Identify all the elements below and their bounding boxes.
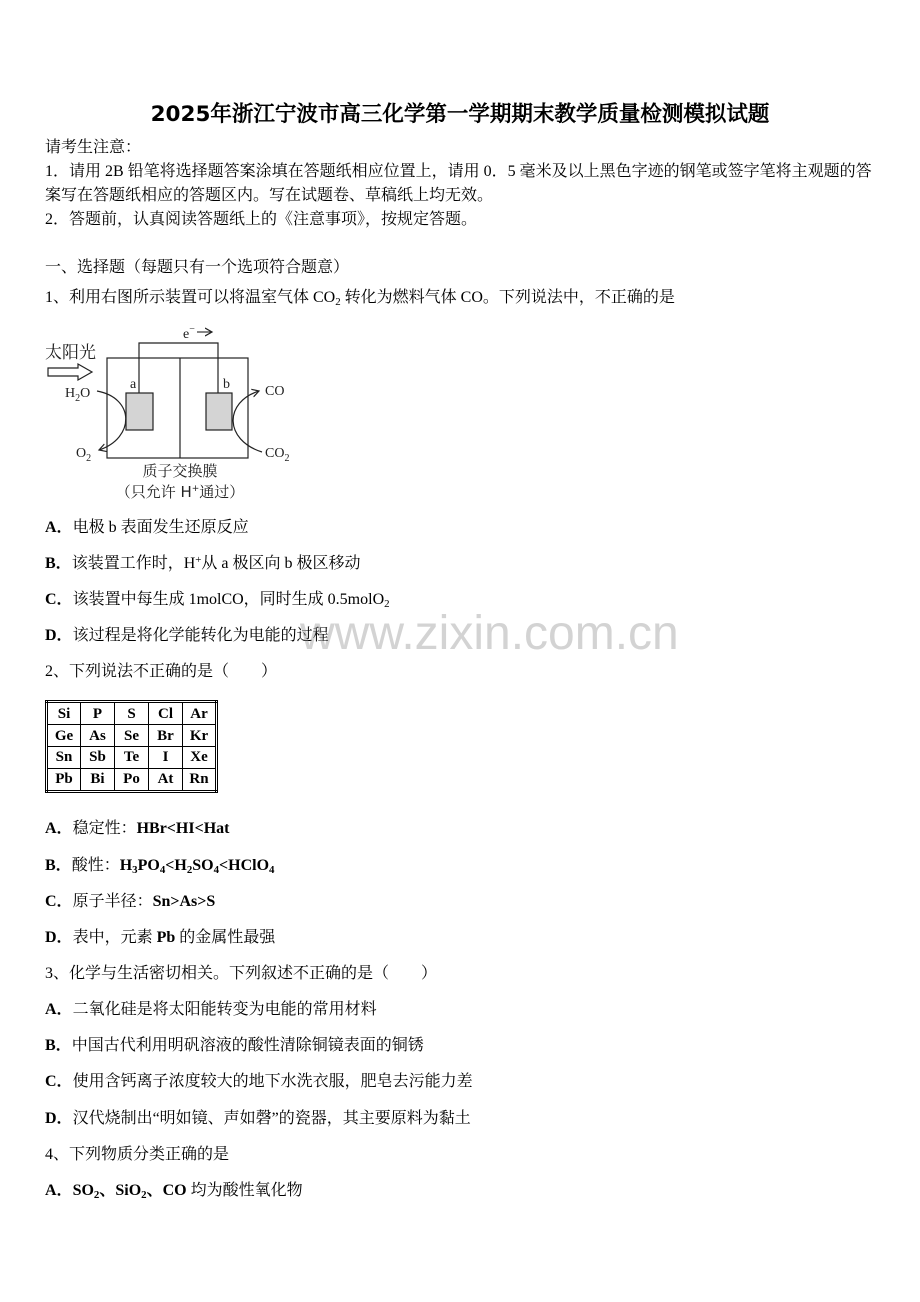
- table-cell: Ge: [47, 725, 81, 747]
- option-letter: A．: [45, 519, 73, 536]
- q1-option-a: [45, 516, 249, 540]
- table-cell: Cl: [149, 702, 183, 725]
- option-letter: C．: [45, 893, 73, 910]
- q4-option-a: [45, 1179, 303, 1203]
- subscript: 2: [75, 393, 81, 404]
- formula: Sn>As>S: [152, 893, 216, 910]
- table-cell: Bi: [81, 768, 115, 791]
- option-text: 的金属性最强: [175, 929, 276, 946]
- table-cell: Te: [115, 746, 149, 768]
- table-cell: Si: [47, 702, 81, 725]
- formula-part: 、SiO: [99, 1182, 142, 1199]
- option-letter: D．: [45, 627, 73, 644]
- table-cell: As: [81, 725, 115, 747]
- note-text: 通过）: [199, 483, 245, 501]
- table-cell: Sn: [47, 746, 81, 768]
- formula: HBr<HI<Hat: [136, 820, 230, 837]
- subscript: 2: [141, 1189, 147, 1202]
- option-letter: B．: [45, 857, 72, 874]
- option-text: 汉代烧制出“明如镜、声如磬”的瓷器，其主要原料为黏土: [72, 1110, 471, 1127]
- electrode-a: [126, 393, 153, 430]
- option-text: 该过程是将化学能转化为电能的过程: [72, 627, 329, 644]
- membrane-caption: 质子交换膜: [142, 462, 218, 480]
- q3-option-c: [45, 1070, 473, 1094]
- watermark: www.zixin.com.cn: [300, 607, 679, 660]
- table-cell: Ar: [183, 702, 217, 725]
- option-text: 使用含钙离子浓度较大的地下水洗衣服，肥皂去污能力差: [72, 1073, 473, 1090]
- option-text: 从 a 极区向 b 极区移动: [201, 555, 361, 572]
- subscript: 2: [284, 453, 290, 464]
- table-row: [47, 702, 217, 725]
- electrode-b-label: b: [223, 377, 230, 392]
- electrode-b: [206, 393, 232, 430]
- table-cell: S: [115, 702, 149, 725]
- option-letter: B．: [45, 555, 72, 572]
- subscript: 4: [269, 864, 275, 877]
- option-text: 该装置工作时，H: [71, 555, 196, 572]
- option-letter: D．: [45, 1110, 73, 1127]
- electron-charge: −: [189, 324, 195, 335]
- formula-part: H: [65, 386, 76, 401]
- option-text: 该装置中每生成 1molCO，同时生成 0.5molO: [72, 591, 385, 608]
- option-text: 电极 b 表面发生还原反应: [72, 519, 249, 536]
- formula: [119, 857, 275, 877]
- electrode-a-label: a: [130, 377, 137, 392]
- periodic-table-excerpt: [45, 700, 218, 793]
- external-wire: [139, 343, 218, 393]
- notice-block: [45, 136, 880, 232]
- formula-part: CO: [265, 446, 285, 461]
- co2-label: [265, 446, 289, 464]
- option-text: 表中，元素: [72, 929, 157, 946]
- formula-part: <H: [165, 857, 187, 874]
- option-letter: D．: [45, 929, 73, 946]
- q1-option-c: [45, 588, 390, 612]
- notice-heading: 请考生注意：: [45, 139, 142, 156]
- table-cell: Br: [149, 725, 183, 747]
- q2-option-c: [45, 890, 215, 914]
- formula-part: SO: [72, 1182, 94, 1199]
- table-cell: P: [81, 702, 115, 725]
- option-text: 原子半径：: [72, 893, 153, 910]
- table-row: [47, 768, 217, 791]
- option-letter: C．: [45, 1073, 73, 1090]
- formula-part: SO: [192, 857, 214, 874]
- table-cell: Xe: [183, 746, 217, 768]
- option-text: 稳定性：: [72, 820, 137, 837]
- question-4-stem: 4、下列物质分类正确的是: [45, 1146, 230, 1163]
- table-cell: Rn: [183, 768, 217, 791]
- subscript: 2: [86, 453, 92, 464]
- stem-text: 转化为燃料气体 CO。下列说法中，不正确的是: [340, 289, 675, 306]
- subscript: 4: [159, 864, 166, 877]
- option-letter: B．: [45, 1037, 72, 1054]
- h2o-to-o2-arrow-icon: [97, 391, 126, 450]
- option-letter: C．: [45, 591, 73, 608]
- electron-symbol: e: [183, 327, 190, 342]
- formula-part: O: [80, 386, 91, 401]
- formula-part: 、CO: [146, 1182, 187, 1199]
- q3-option-b: [45, 1034, 424, 1058]
- membrane-note: [116, 483, 245, 501]
- subscript: 3: [132, 864, 138, 877]
- q2-option-b: [45, 854, 274, 878]
- o2-label: [76, 446, 91, 464]
- option-text: 均为酸性氧化物: [186, 1182, 303, 1199]
- option-letter: A．: [45, 1182, 73, 1199]
- option-letter: A．: [45, 1001, 73, 1018]
- notice-item: 2．答题前，认真阅读答题纸上的《注意事项》，按规定答题。: [45, 211, 478, 228]
- q2-option-a: [45, 817, 229, 841]
- question-2-stem: 2、下列说法不正确的是（ ）: [45, 663, 278, 680]
- formula-part: H: [119, 857, 133, 874]
- formula-part: <HClO: [219, 857, 270, 874]
- note-text: （只允许 H: [115, 483, 192, 501]
- formula: [72, 1182, 187, 1202]
- co-label: CO: [265, 384, 285, 399]
- table-cell: Kr: [183, 725, 217, 747]
- subscript: 2: [335, 296, 341, 309]
- subscript: 2: [384, 598, 390, 611]
- q2-option-d: [45, 926, 275, 950]
- formula-part: O: [76, 446, 87, 461]
- stem-text: 1、利用右图所示装置可以将温室气体 CO: [45, 289, 336, 306]
- q1-option-b: [45, 552, 361, 576]
- electron-label: [183, 324, 195, 342]
- table-cell: Po: [115, 768, 149, 791]
- option-letter: A．: [45, 820, 73, 837]
- question-3-stem: 3、化学与生活密切相关。下列叙述不正确的是（ ）: [45, 965, 438, 982]
- electrolysis-cell-diagram: [40, 320, 300, 505]
- subscript: 4: [213, 864, 220, 877]
- sunlight-arrow-icon: [48, 364, 92, 380]
- sunlight-label: 太阳光: [45, 343, 96, 363]
- formula-part: PO: [137, 857, 160, 874]
- table-cell: Pb: [47, 768, 81, 791]
- option-text: 二氧化硅是将太阳能转变为电能的常用材料: [72, 1001, 377, 1018]
- h2o-label: [65, 386, 90, 404]
- question-1-stem: [45, 286, 675, 310]
- table-cell: Sb: [81, 746, 115, 768]
- option-text: 中国古代利用明矾溶液的酸性清除铜镜表面的铜锈: [71, 1037, 424, 1054]
- table-row: [47, 746, 217, 768]
- q3-option-a: [45, 998, 377, 1022]
- subscript: 2: [93, 1189, 100, 1202]
- option-text: 酸性：: [71, 857, 120, 874]
- table-cell: I: [149, 746, 183, 768]
- q1-option-d: [45, 624, 329, 648]
- section-heading: 一、选择题（每题只有一个选项符合题意）: [45, 259, 350, 276]
- table-row: [47, 725, 217, 747]
- subscript: 2: [186, 864, 193, 877]
- superscript: +: [191, 484, 200, 494]
- q3-option-d: [45, 1107, 471, 1131]
- formula: Pb: [156, 929, 176, 946]
- table-cell: At: [149, 768, 183, 791]
- notice-item: 1．请用 2B 铅笔将选择题答案涂填在答题纸相应位置上，请用 0．5 毫米及以上黑色字迹的钢笔或签字笔将主观题的答案写在答题纸相应的答题区内。写在试题卷、草稿纸上均无效。: [45, 163, 872, 204]
- superscript: +: [195, 553, 202, 566]
- table-cell: Se: [115, 725, 149, 747]
- page-title: 2025年浙江宁波市高三化学第一学期期末教学质量检测模拟试题: [150, 102, 770, 127]
